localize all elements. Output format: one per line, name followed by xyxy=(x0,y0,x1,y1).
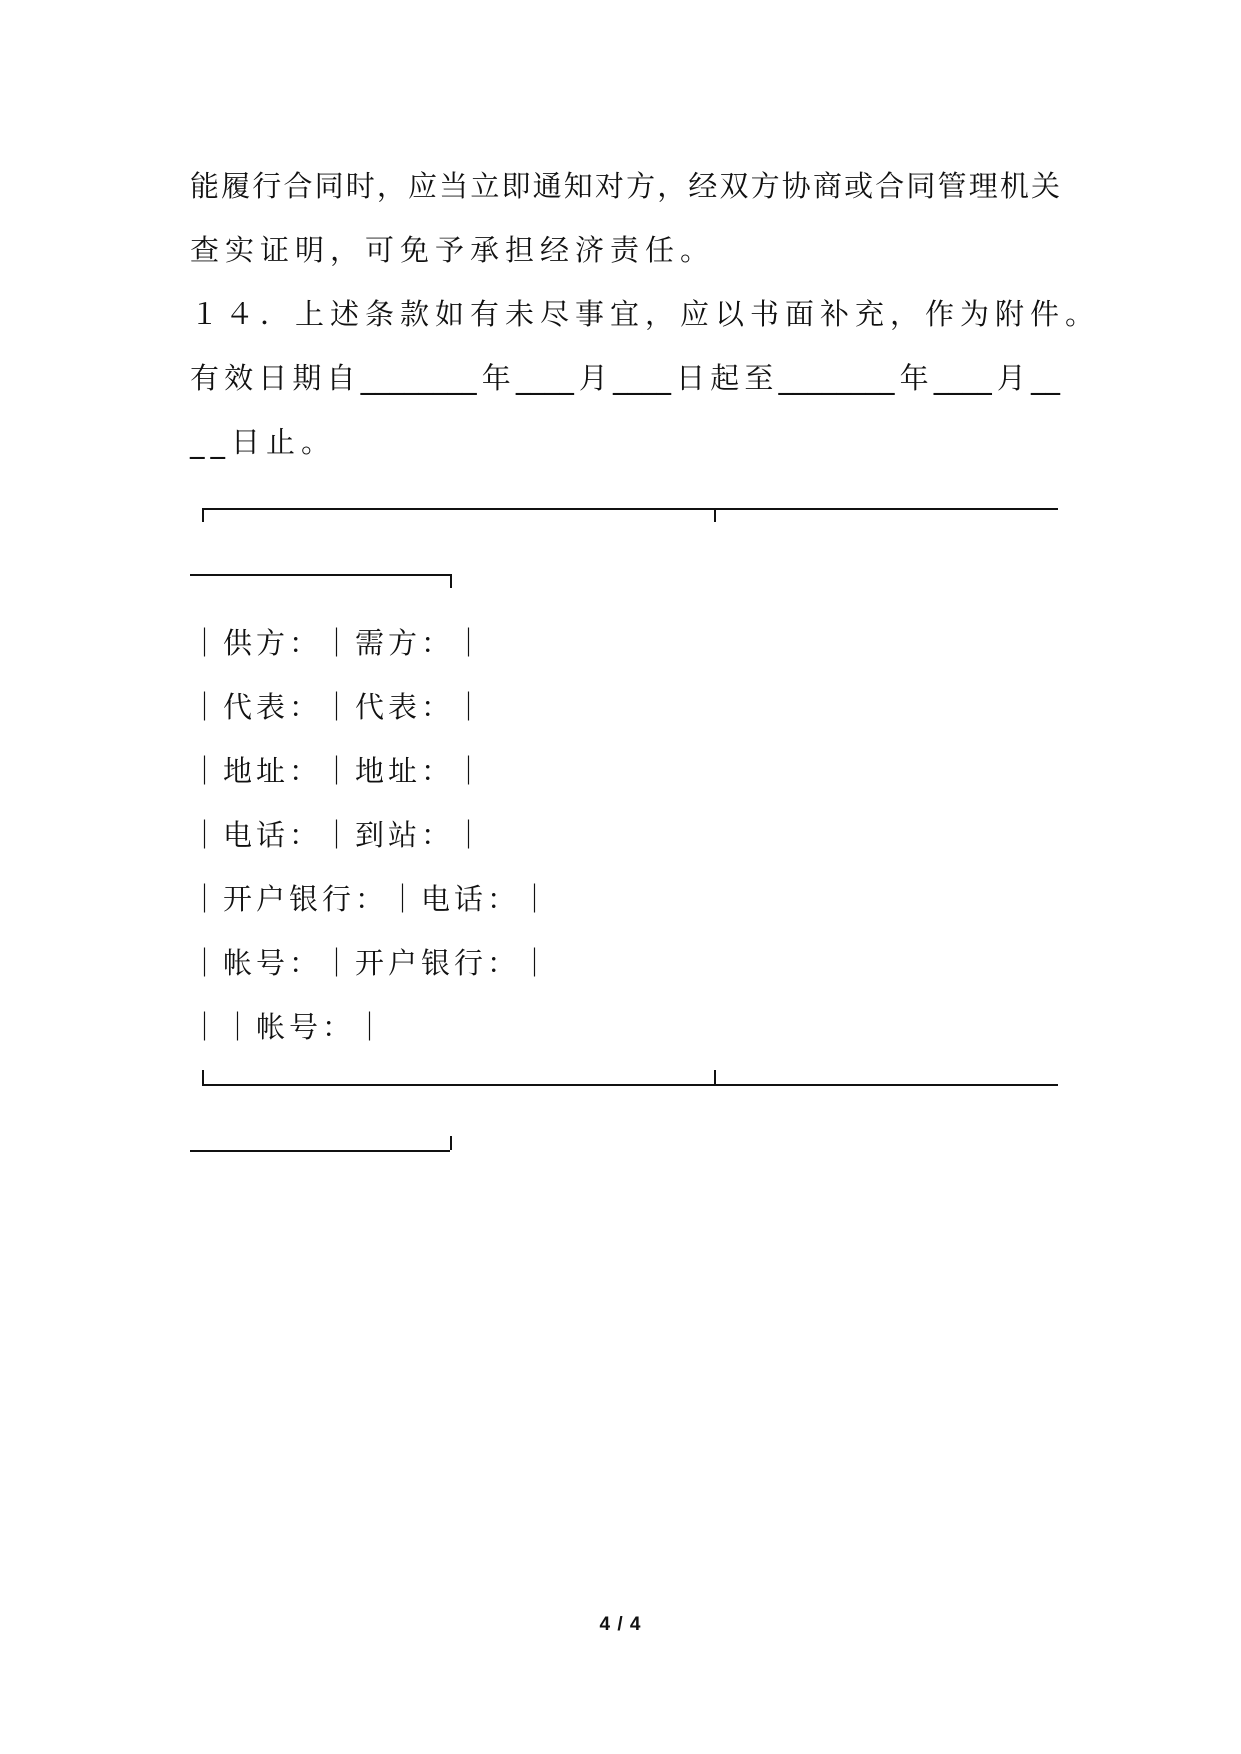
validity-period-line: 有效日期自________年____月____日起至________年____月__ xyxy=(190,361,1060,395)
signature-row-account: ｜帐号：｜开户银行：｜ xyxy=(190,946,554,980)
signature-row-supplier: ｜供方：｜需方：｜ xyxy=(190,626,488,660)
signature-row-address: ｜地址：｜地址：｜ xyxy=(190,754,488,788)
signature-row-phone: ｜电话：｜到站：｜ xyxy=(190,818,488,852)
signature-row-representative: ｜代表：｜代表：｜ xyxy=(190,690,488,724)
paragraph-line-2: 查实证明，可免予承担经济责任。 xyxy=(190,233,716,267)
signature-row-buyer-account: ｜｜帐号：｜ xyxy=(190,1010,389,1044)
validity-period-line-end: __日止。 xyxy=(190,425,337,459)
signature-row-bank: ｜开户银行：｜电话：｜ xyxy=(190,882,554,916)
clause-14-line: １４．上述条款如有未尽事宜，应以书面补充，作为附件。 xyxy=(190,297,1101,331)
page-number: 4 / 4 xyxy=(599,1614,642,1635)
paragraph-line-1: 能履行合同时，应当立即通知对方，经双方协商或合同管理机关 xyxy=(190,169,1060,203)
